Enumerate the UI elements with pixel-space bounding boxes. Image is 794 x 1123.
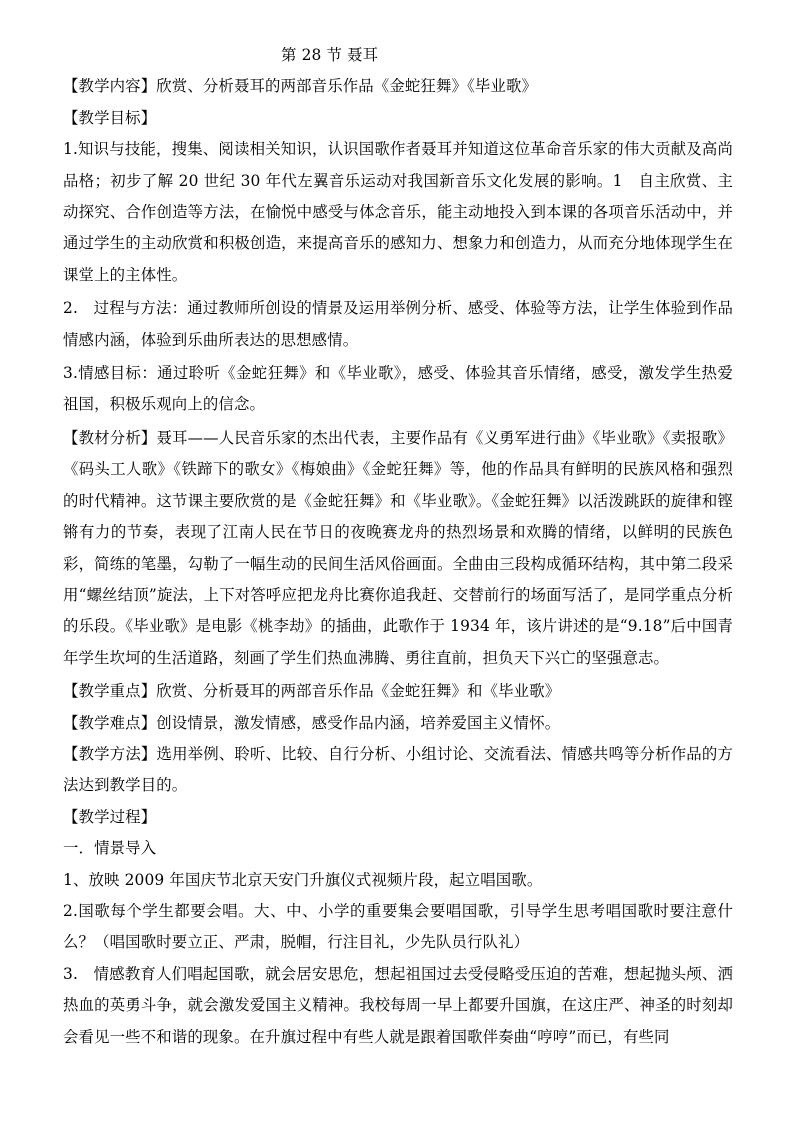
teaching-key-points: 【教学重点】欣赏、分析聂耳的两部音乐作品《金蛇狂舞》和《毕业歌》 (63, 682, 561, 701)
page-title: 第 28 节 聂耳 (281, 46, 379, 64)
goal-process-methods: 2. 过程与方法：通过教师所创设的情景及运用举例分析、感受、体验等方法，让学生体验到作品情感内涵，体验到乐曲所表达的思想感情。 (63, 299, 733, 349)
step-1-item-3: 3. 情感教育人们唱起国歌，就会居安思危，想起祖国过去受侵略受压迫的苦难，想起抛头颅、洒热血的英勇斗争，就会激发爱国主义精神。我校每周一早上都要升国旗，在这庄严、神圣的时刻却会看见一些不和谐的现象。在升旗过程中有些人就是跟着国歌伴奏曲“哼哼”而已，有些同 (63, 964, 733, 1046)
teaching-content: 【教学内容】欣赏、分析聂耳的两部音乐作品《金蛇狂舞》《毕业歌》 (63, 77, 538, 96)
teaching-goals-heading: 【教学目标】 (63, 108, 157, 127)
teaching-difficulties: 【教学难点】创设情景，激发情感，感受作品内涵，培养爱国主义情怀。 (63, 713, 561, 732)
step-1-item-1: 1、放映 2009 年国庆节北京天安门升旗仪式视频片段，起立唱国歌。 (63, 870, 543, 889)
material-analysis: 【教材分析】聂耳——人民音乐家的杰出代表，主要作品有《义勇军进行曲》《毕业歌》《卖报歌》《码头工人歌》《铁蹄下的歌女》《梅娘曲》《金蛇狂舞》等，他的作品具有鲜明的民族风格和强烈的时代精神。这节课主要欣赏的是《金蛇狂舞》和《毕业歌》。《金蛇狂舞》以活泼跳跃的旋律和铿锵有力的节奏，表现了江南人民在节日的夜晚赛龙舟的热烈场景和欢腾的情绪，以鲜明的民族色彩，简练的笔墨，勾勒了一幅生动的民间生活风俗画面。全曲由三段构成循环结构，其中第二段采用“螺丝结顶”旋法，上下对答呼应把龙舟比赛你追我赶、交替前行的场面写活了，是同学重点分析的乐段。《毕业歌》是电影《桃李劫》的插曲，此歌作于 1934 年，该片讲述的是“9.18”后中国青年学生坎坷的生活道路，刻画了学生们热血沸腾、勇往直前，担负天下兴亡的坚强意志。 (63, 428, 733, 667)
goal-emotion: 3.情感目标：通过聆听《金蛇狂舞》和《毕业歌》，感受、体验其音乐情绪，感受，激发学生热爱祖国，积极乐观向上的信念。 (63, 364, 733, 414)
teaching-process-heading: 【教学过程】 (63, 807, 157, 826)
teaching-methods: 【教学方法】选用举例、聆听、比较、自行分析、小组讨论、交流看法、情感共鸣等分析作品的方法达到教学目的。 (63, 744, 733, 795)
goal-knowledge-skills: 1.知识与技能，搜集、阅读相关知识，认识国歌作者聂耳并知道这位革命音乐家的伟大贡献及高尚品格；初步了解 20 世纪 30 年代左翼音乐运动对我国新音乐文化发展的影响。1 自主欣赏、主动探究、合作创造等方法，在愉悦中感受与体念音乐，能主动地投入到本课的各项音乐活动中，并通过学生的主动欣赏和积极创造，来提高音乐的感知力、想象力和创造力，从而充分地体现学生在课堂上的主体性。 (63, 140, 733, 284)
step-1-heading: 一．情景导入 (63, 839, 157, 858)
step-1-item-2: 2.国歌每个学生都要会唱。大、中、小学的重要集会要唱国歌，引导学生思考唱国歌时要注意什么？（唱国歌时要立正、严肃，脱帽，行注目礼，少先队员行队礼） (63, 901, 733, 952)
document-page (63, 40, 733, 1053)
